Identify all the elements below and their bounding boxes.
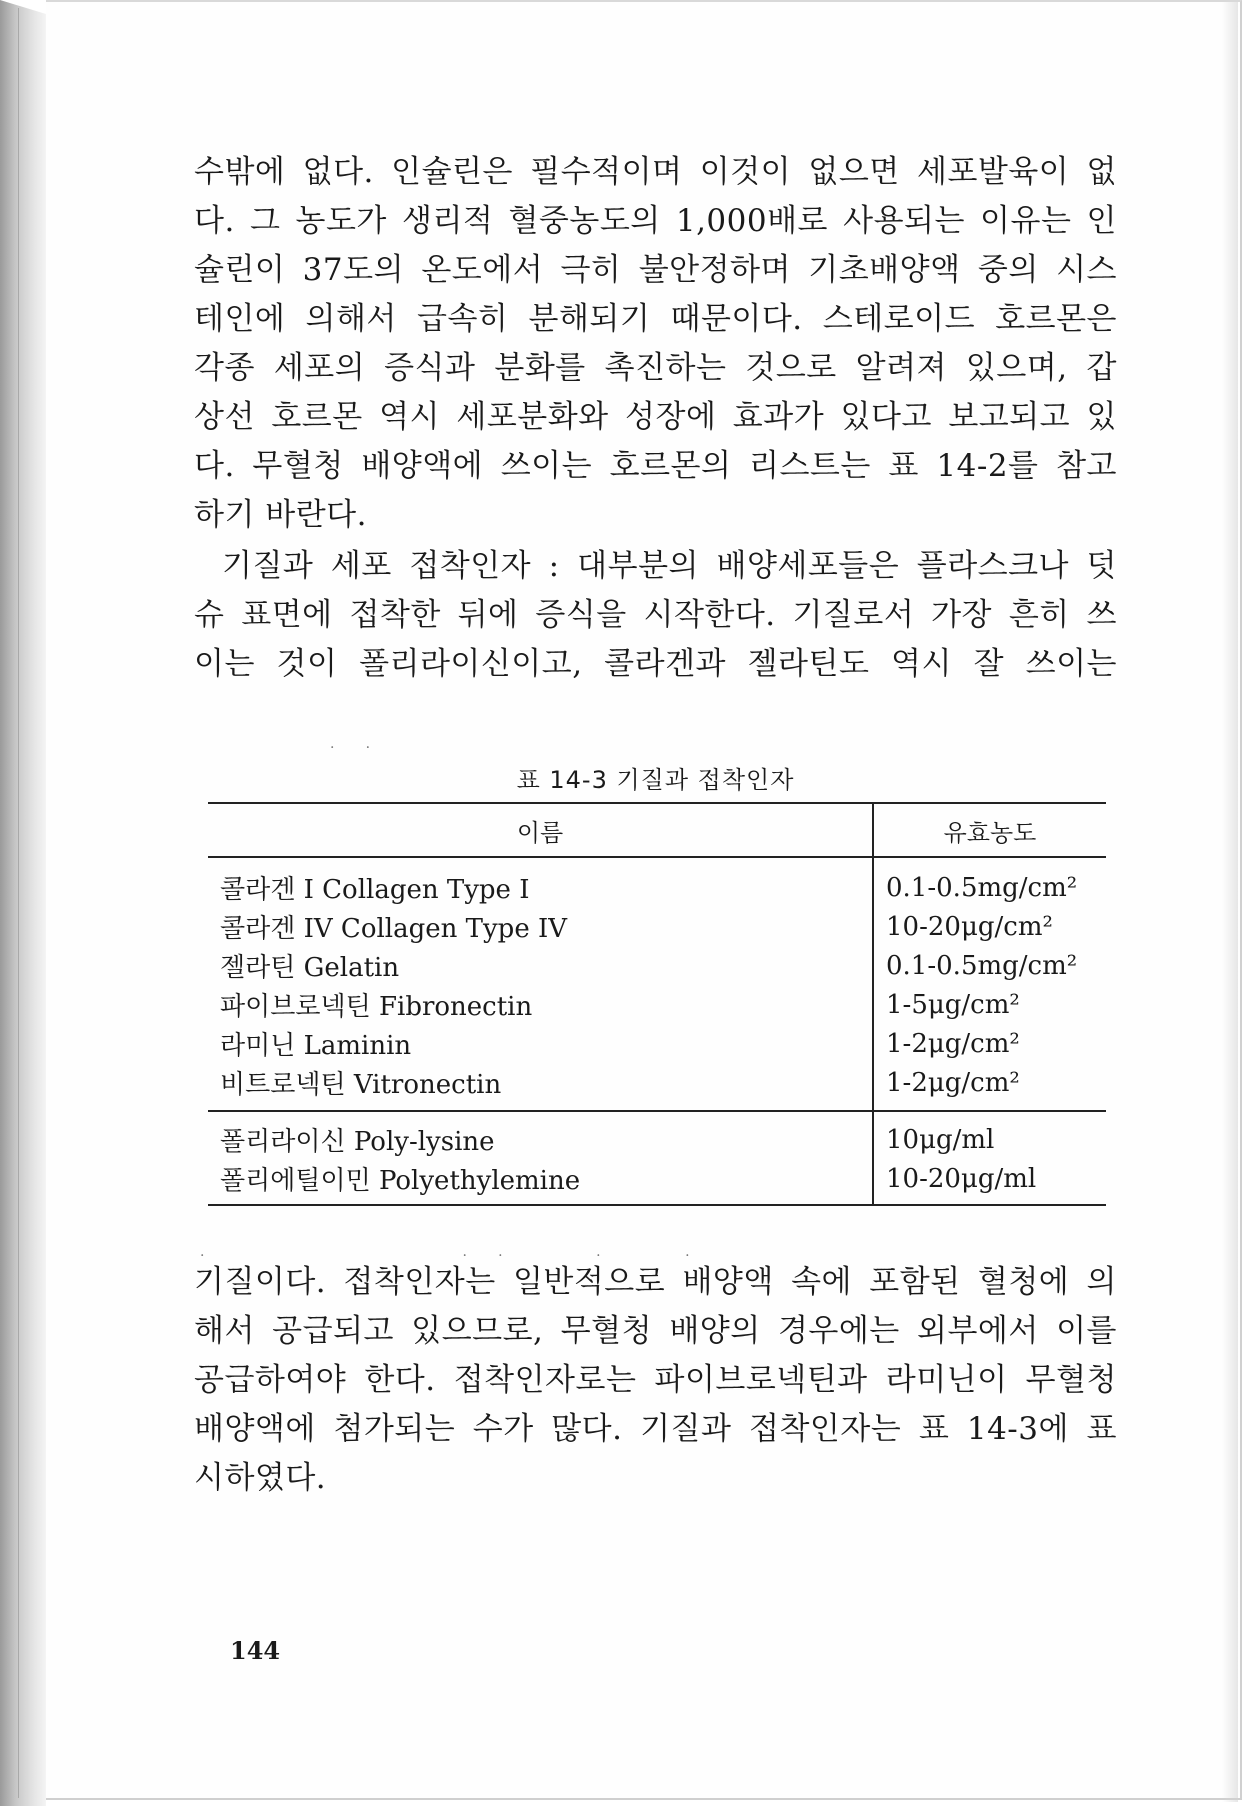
text-line: 이는 것이 폴리라이신이고, 콜라겐과 젤라틴도 역시 잘 쓰이는 [194, 646, 1117, 682]
text-line: 테인에 의해서 급속히 분해되기 때문이다. 스테로이드 호르몬은 [194, 301, 1117, 337]
page-edge-shadow [1222, 2, 1238, 1802]
cell-name: 젤라틴 Gelatin [220, 953, 400, 983]
table-row [208, 1111, 1106, 1159]
text-line: 배양액에 첨가되는 수가 많다. 기질과 접착인자는 표 14-3에 표 [194, 1411, 1117, 1447]
paragraph-bottom [194, 1258, 1117, 1503]
cell-concentration: 10-20μg/ml [873, 1159, 1106, 1205]
cell-name: 콜라겐 I Collagen Type I [220, 875, 530, 905]
text-line: 수밖에 없다. 인슐린은 필수적이며 이것이 없으면 세포발육이 없 [194, 154, 1117, 190]
cell-concentration: 0.1-0.5mg/cm² [873, 946, 1106, 985]
substrate-table [208, 802, 1106, 1206]
paragraph-top [194, 148, 1117, 540]
text-line: 시하였다. [194, 1460, 327, 1496]
text-line: 각종 세포의 증식과 분화를 촉진하는 것으로 알려져 있으며, 갑 [194, 350, 1117, 386]
cell-concentration: 1-2μg/cm² [873, 1063, 1106, 1111]
text-line: 하기 바란다. [194, 497, 367, 533]
paragraph-substrate [194, 542, 1117, 689]
print-speck: · · · · · [200, 1248, 690, 1264]
cell-concentration: 10μg/ml [873, 1111, 1106, 1159]
text-line: 슐린이 37도의 온도에서 극히 불안정하며 기초배양액 중의 시스 [194, 252, 1117, 288]
text-line: 기질이다. 접착인자는 일반적으로 배양액 속에 포함된 혈청에 의 [194, 1264, 1117, 1300]
page-number: 144 [230, 1636, 281, 1665]
table-row [208, 1159, 1106, 1205]
text-line: 해서 공급되고 있으므로, 무혈청 배양의 경우에는 외부에서 이를 [194, 1313, 1117, 1349]
cell-name: 비트로넥틴 Vitronectin [208, 1063, 873, 1111]
header-name: 이름 [208, 803, 873, 857]
table-caption: 표 14-3 기질과 접착인자 [516, 766, 795, 794]
text-line: 다. 그 농도가 생리적 혈중농도의 1,000배로 사용되는 이유는 인 [194, 203, 1117, 239]
cell-concentration: 1-2μg/cm² [873, 1024, 1106, 1063]
table-row [208, 1024, 1106, 1063]
table-row [208, 907, 1106, 946]
cell-concentration: 10-20μg/cm² [873, 907, 1106, 946]
header-concentration: 유효농도 [873, 803, 1106, 857]
cell-name: 라미닌 Laminin [220, 1031, 412, 1061]
print-speck: · · [330, 740, 371, 756]
book-spine-edge [0, 0, 46, 1806]
table-header-row [208, 803, 1106, 857]
cell-concentration: 1-5μg/cm² [873, 985, 1106, 1024]
cell-name: 폴리에틸이민 Polyethylemine [208, 1159, 873, 1205]
cell-name: 폴리라이신 Poly-lysine [220, 1127, 495, 1157]
cell-concentration: 0.1-0.5mg/cm² [873, 857, 1106, 907]
cell-name: 파이브로넥틴 Fibronectin [220, 992, 533, 1022]
text-line: 상선 호르몬 역시 세포분화와 성장에 효과가 있다고 보고되고 있 [194, 399, 1117, 435]
table-row [208, 857, 1106, 907]
cell-name: 콜라겐 IV Collagen Type IV [220, 914, 568, 944]
text-line: 기질과 세포 접착인자 : 대부분의 배양세포들은 플라스크나 덧 [222, 548, 1117, 584]
table-row [208, 946, 1106, 985]
text-line: 다. 무혈청 배양액에 쓰이는 호르몬의 리스트는 표 14-2를 참고 [194, 448, 1117, 484]
spine-crease [18, 8, 19, 1798]
table-row [208, 1063, 1106, 1111]
text-line: 슈 표면에 접착한 뒤에 증식을 시작한다. 기질로서 가장 흔히 쓰 [194, 597, 1117, 633]
text-line: 공급하여야 한다. 접착인자로는 파이브로넥틴과 라미닌이 무혈청 [194, 1362, 1117, 1398]
table-row [208, 985, 1106, 1024]
